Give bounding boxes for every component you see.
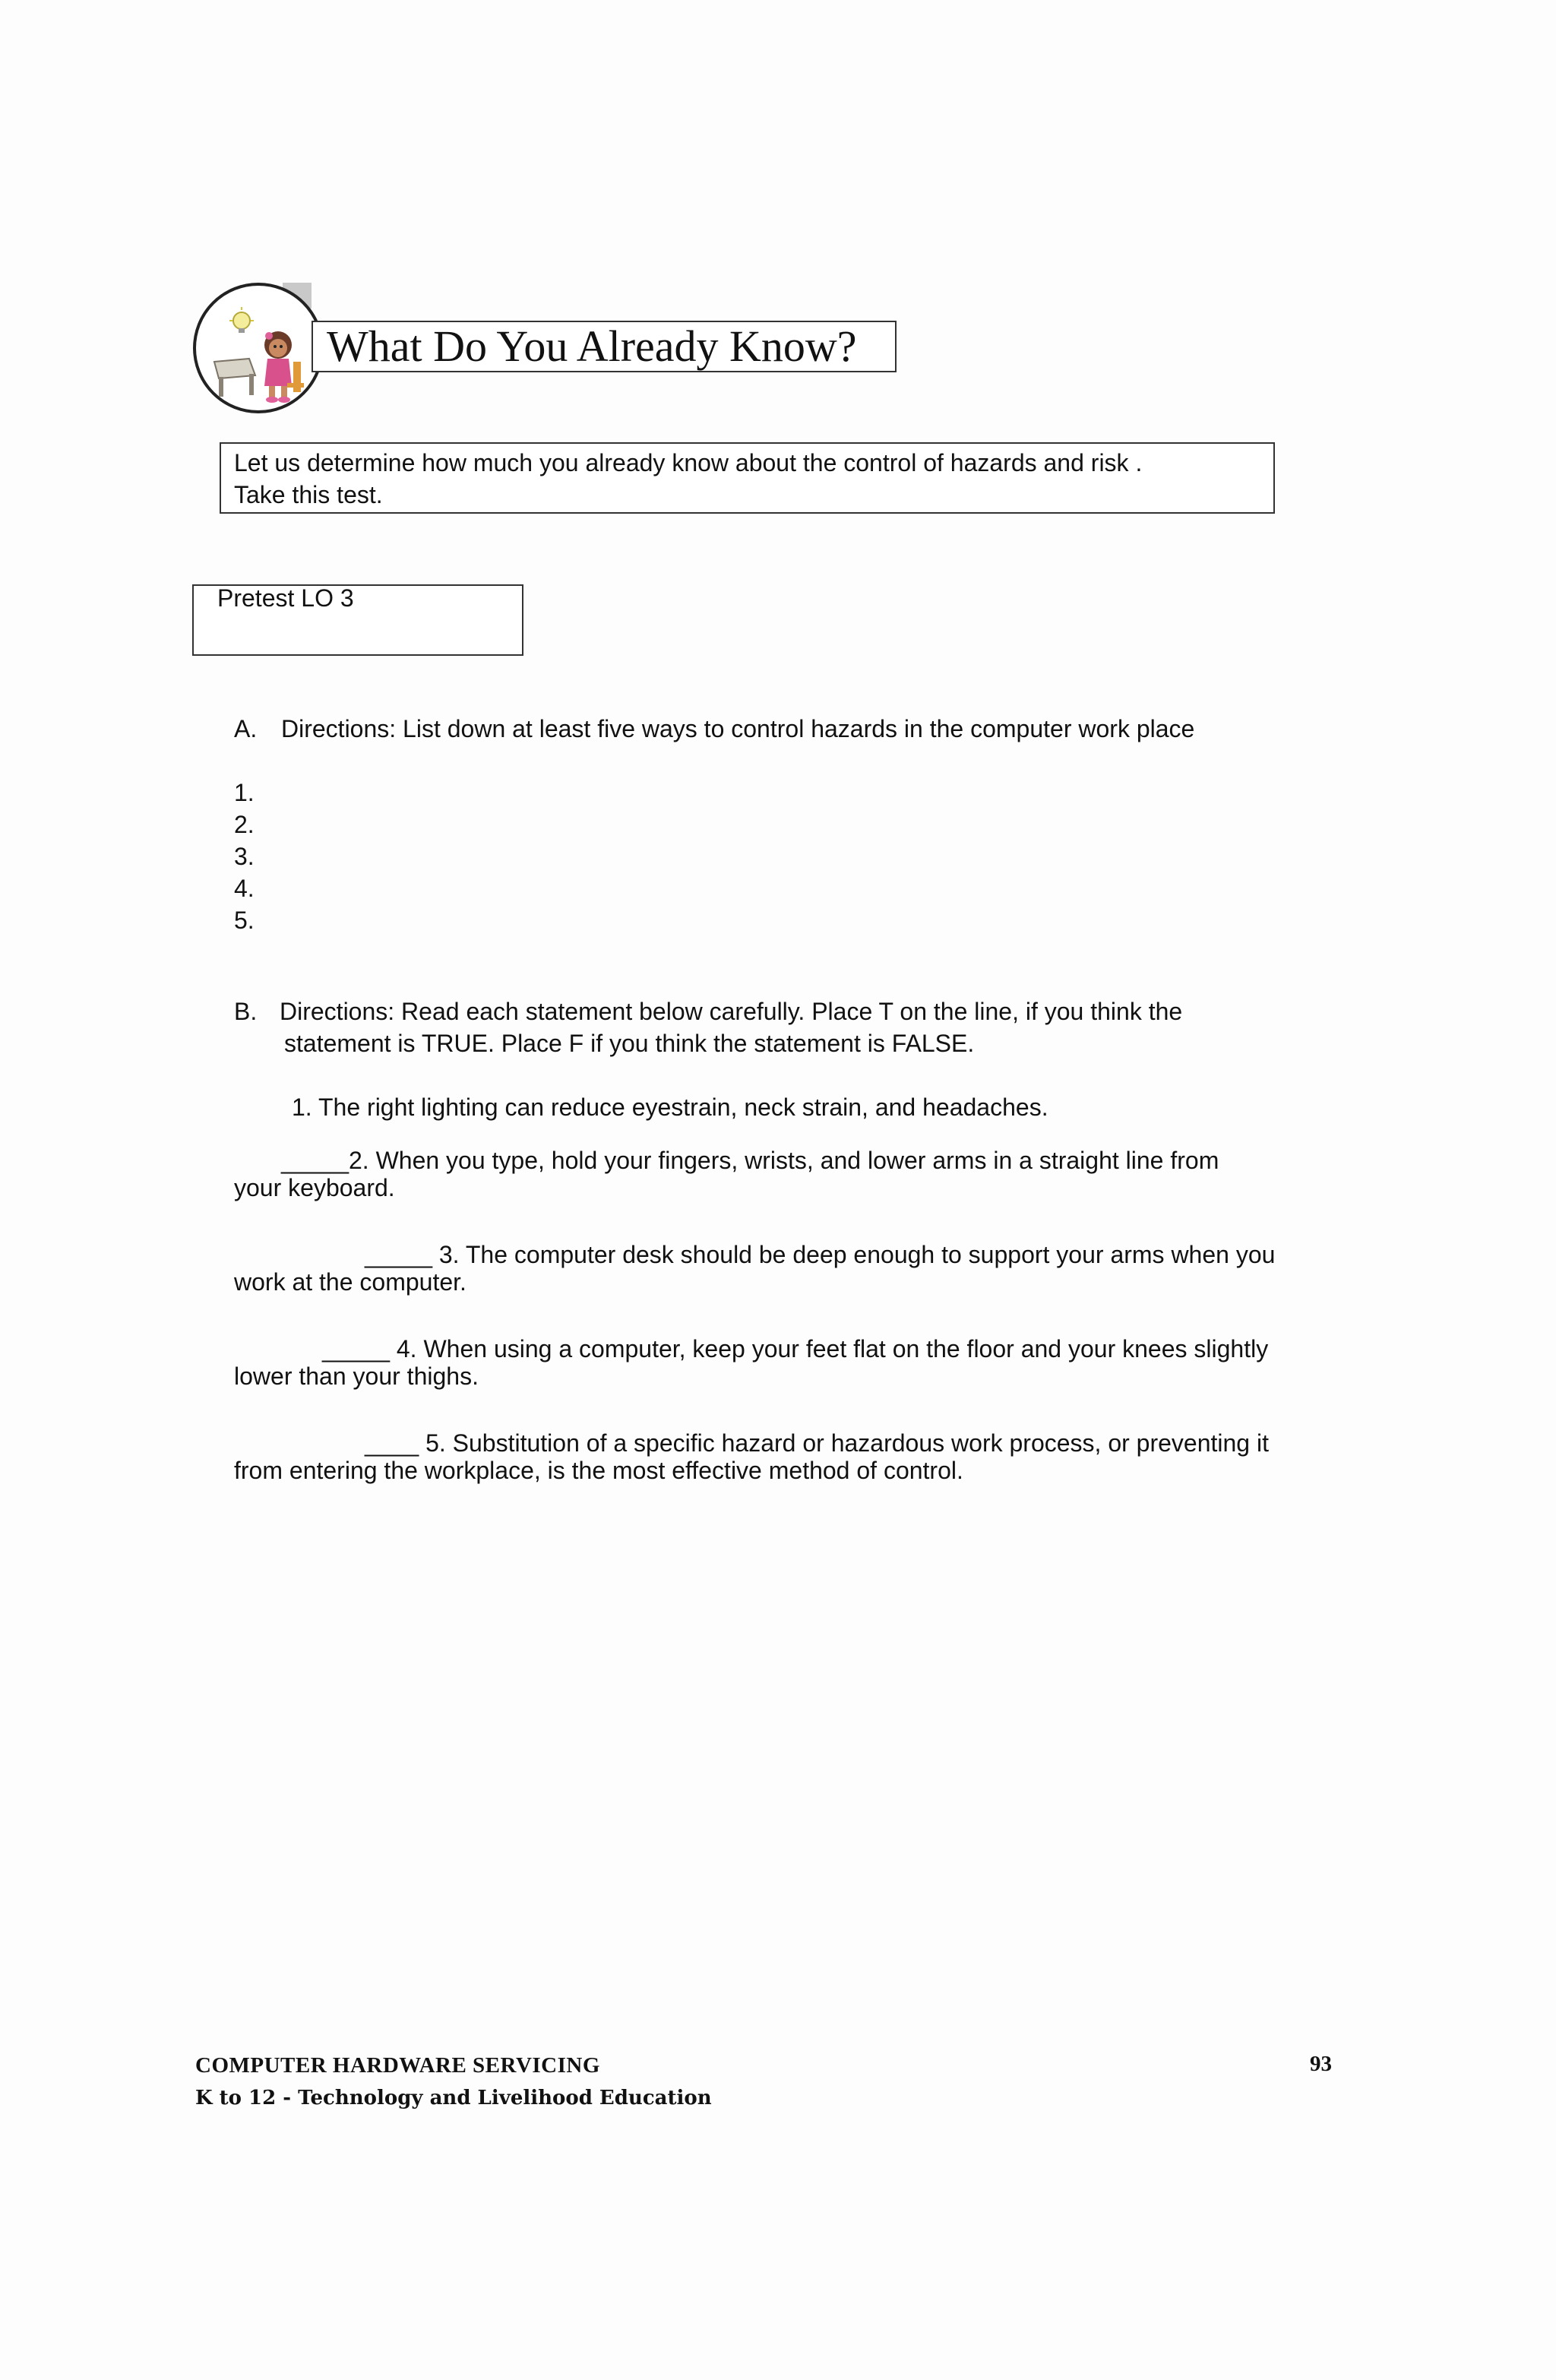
intro-line-1: Let us determine how much you already know about the control of hazards and risk .: [234, 449, 1143, 476]
statement-4-line-1: _____ 4. When using a computer, keep your feet flat on the floor and your knees slightly: [322, 1335, 1269, 1362]
section-b-letter: B.: [234, 998, 258, 1025]
list-item: 4.: [234, 875, 255, 902]
page-title: What Do You Already Know?: [327, 321, 857, 371]
page-number: 93: [1310, 2052, 1332, 2076]
section-b-directions-line-2: statement is TRUE. Place F if you think the statement is FALSE.: [284, 1030, 975, 1057]
list-item: 3.: [234, 843, 255, 870]
intro-line-2: Take this test.: [234, 481, 383, 508]
list-item: 5.: [234, 907, 255, 934]
statement-3-line-2: work at the computer.: [234, 1268, 466, 1296]
statement-2-line-1: _____2. When you type, hold your fingers, wrists, and lower arms in a straight line from: [281, 1147, 1219, 1174]
intro-text: [234, 447, 1267, 511]
pretest-label: Pretest LO 3: [217, 584, 354, 612]
section-a-directions: Directions: List down at least five ways to control hazards in the computer work place: [281, 715, 1195, 742]
mascot-drawing: [196, 286, 321, 410]
section-b-directions-line-1: Directions: Read each statement below carefully. Place T on the line, if you think the: [280, 998, 1183, 1025]
statement-1: 1. The right lighting can reduce eyestrain, neck strain, and headaches.: [292, 1093, 1048, 1121]
statement-5-line-2: from entering the workplace, is the most effective method of control.: [234, 1457, 963, 1484]
statement-4-line-2: lower than your thighs.: [234, 1362, 479, 1390]
statement-5-line-1: ____ 5. Substitution of a specific hazard or hazardous work process, or preventing it: [365, 1429, 1269, 1457]
footer-subtitle: K to 12 - Technology and Livelihood Education: [195, 2087, 712, 2109]
lightbulb-icon: [229, 307, 254, 333]
list-item: 2.: [234, 811, 255, 838]
list-item: 1.: [234, 779, 255, 806]
section-a-list: [234, 777, 255, 936]
footer-title: COMPUTER HARDWARE SERVICING: [195, 2053, 600, 2078]
statement-2-line-2: your keyboard.: [234, 1174, 395, 1201]
section-a-letter: A.: [234, 715, 258, 742]
student-at-desk-illustration-icon: [193, 283, 324, 413]
statement-3-line-1: _____ 3. The computer desk should be deep enough to support your arms when you: [365, 1241, 1276, 1268]
